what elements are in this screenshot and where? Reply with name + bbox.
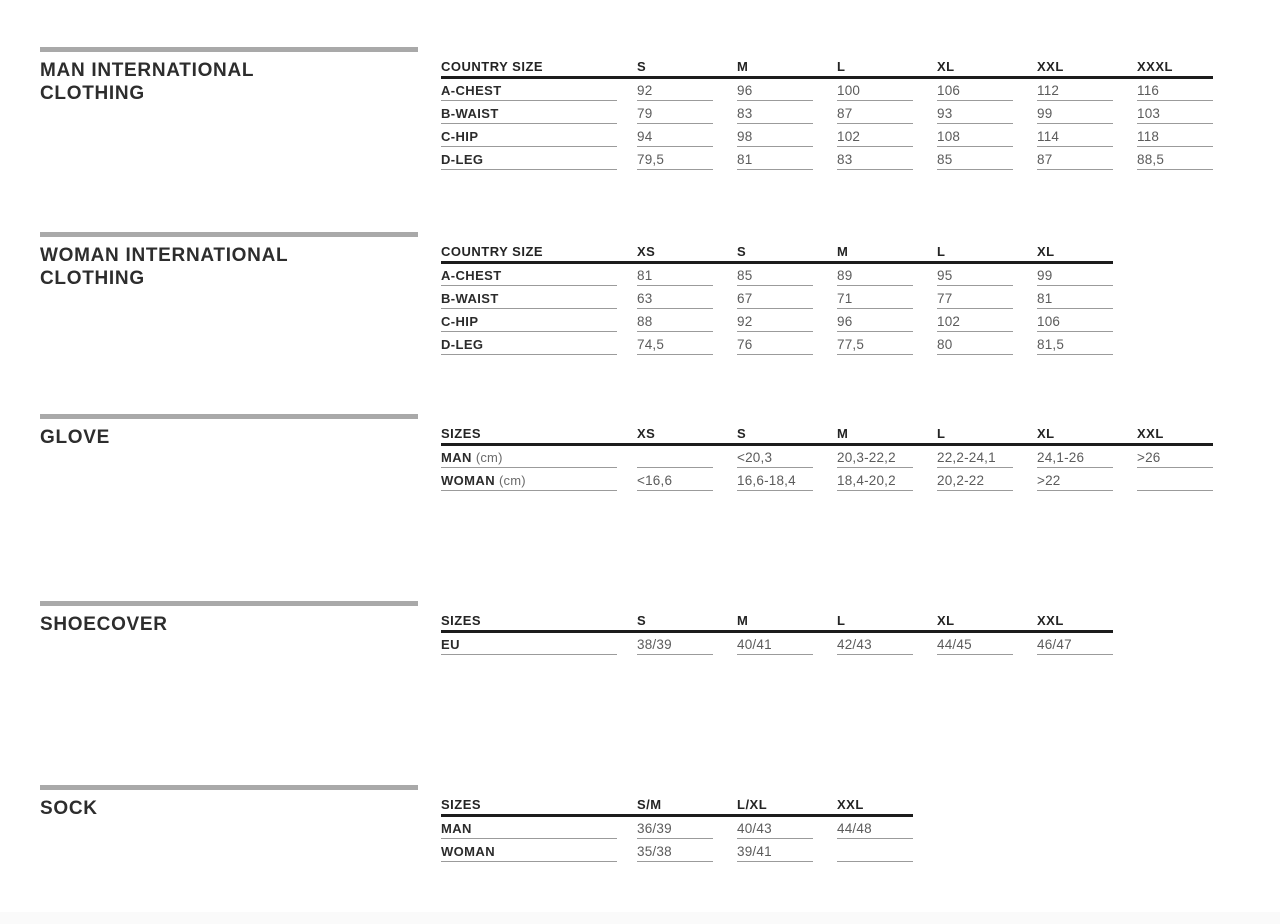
row-label-unit: (cm) — [475, 450, 503, 465]
cell-value: 88,5 — [1137, 148, 1213, 170]
cell-value: 74,5 — [637, 333, 713, 355]
section-title — [40, 797, 98, 820]
row-label-text: B-WAIST — [441, 291, 499, 306]
value-cell — [1137, 125, 1237, 147]
cell-value: 100 — [837, 79, 913, 101]
value-cell — [637, 333, 737, 355]
column-header-s: S — [737, 244, 837, 264]
value-cell — [1037, 264, 1137, 286]
section-title-line: SOCK — [40, 798, 98, 819]
column-header-m: M — [737, 613, 837, 633]
row-label-text: MAN — [441, 450, 472, 465]
value-cell — [937, 148, 1037, 170]
cell-value: 98 — [737, 125, 813, 147]
section-title-line: MAN INTERNATIONAL — [40, 60, 255, 81]
row-label — [441, 446, 617, 468]
cell-value: 81 — [637, 264, 713, 286]
cell-value: 35/38 — [637, 840, 713, 862]
value-cell — [837, 817, 937, 839]
cell-value: 79 — [637, 102, 713, 124]
row-label — [441, 633, 617, 655]
cell-value: 112 — [1037, 79, 1113, 101]
cell-value — [637, 446, 713, 468]
row-label-text: C-HIP — [441, 129, 479, 144]
value-cell — [1037, 633, 1137, 655]
value-cell — [637, 446, 737, 468]
row-label-text: C-HIP — [441, 314, 479, 329]
cell-value: 77,5 — [837, 333, 913, 355]
row-label — [441, 102, 617, 124]
cell-value: 46/47 — [1037, 633, 1113, 655]
cell-value: 63 — [637, 287, 713, 309]
cell-value: 114 — [1037, 125, 1113, 147]
column-header-xxl: XXL — [837, 797, 913, 817]
cell-value: 39/41 — [737, 840, 813, 862]
cell-value: >22 — [1037, 469, 1113, 491]
cell-value: 106 — [937, 79, 1013, 101]
size-table — [441, 59, 1237, 171]
value-cell — [837, 102, 937, 124]
cell-value: 22,2-24,1 — [937, 446, 1013, 468]
value-cell — [937, 102, 1037, 124]
row-label-text: B-WAIST — [441, 106, 499, 121]
value-cell — [1037, 79, 1137, 101]
column-header-xl: XL — [1037, 426, 1137, 446]
value-cell — [937, 79, 1037, 101]
column-header-l: L — [937, 244, 1037, 264]
cell-value: 87 — [1037, 148, 1113, 170]
value-cell — [1137, 79, 1237, 101]
table-row — [441, 840, 937, 863]
value-cell — [1037, 148, 1137, 170]
column-header-xl: XL — [1037, 244, 1113, 264]
value-cell — [737, 102, 837, 124]
cell-value: 40/43 — [737, 817, 813, 839]
value-cell — [837, 287, 937, 309]
row-label-text: A-CHEST — [441, 83, 502, 98]
cell-value: 103 — [1137, 102, 1213, 124]
cell-value: 71 — [837, 287, 913, 309]
value-cell — [737, 817, 837, 839]
value-cell — [1037, 125, 1137, 147]
value-cell — [937, 446, 1037, 468]
cell-value: 79,5 — [637, 148, 713, 170]
value-cell — [637, 469, 737, 491]
cell-value: 81,5 — [1037, 333, 1113, 355]
cell-value: 116 — [1137, 79, 1213, 101]
value-cell — [837, 79, 937, 101]
value-cell — [1037, 102, 1137, 124]
table-row — [441, 310, 1137, 333]
cell-value: 44/45 — [937, 633, 1013, 655]
row-label-text: A-CHEST — [441, 268, 502, 283]
row-label-unit: (cm) — [499, 473, 526, 488]
column-header-lxl: L/XL — [737, 797, 837, 817]
column-header-xxxl: XXXL — [1137, 59, 1213, 79]
value-cell — [1137, 469, 1237, 491]
value-cell — [837, 469, 937, 491]
value-cell — [937, 264, 1037, 286]
value-cell — [937, 310, 1037, 332]
value-cell — [1037, 333, 1137, 355]
cell-value: 96 — [737, 79, 813, 101]
table-row — [441, 817, 937, 840]
value-cell — [837, 310, 937, 332]
value-cell — [1037, 469, 1137, 491]
value-cell — [737, 840, 837, 862]
section-divider-bar — [40, 232, 418, 237]
cell-value: 20,3-22,2 — [837, 446, 913, 468]
table-row — [441, 287, 1137, 310]
cell-value — [837, 840, 913, 862]
section-title-line: GLOVE — [40, 427, 111, 448]
value-cell — [737, 125, 837, 147]
column-header-m: M — [737, 59, 837, 79]
table-row — [441, 125, 1237, 148]
value-cell — [937, 333, 1037, 355]
section-title-line: CLOTHING — [40, 268, 145, 289]
value-cell — [1137, 148, 1237, 170]
cell-value: 42/43 — [837, 633, 913, 655]
row-label — [441, 840, 617, 862]
column-header-m: M — [837, 426, 937, 446]
column-header-sm: S/M — [637, 797, 737, 817]
cell-value: 95 — [937, 264, 1013, 286]
table-header-label: SIZES — [441, 613, 637, 633]
cell-value — [1137, 469, 1213, 491]
cell-value: 102 — [937, 310, 1013, 332]
value-cell — [637, 287, 737, 309]
cell-value: <20,3 — [737, 446, 813, 468]
table-row — [441, 446, 1237, 469]
value-cell — [937, 287, 1037, 309]
column-header-s: S — [737, 426, 837, 446]
table-header-row — [441, 426, 1237, 446]
value-cell — [837, 633, 937, 655]
cell-value: 81 — [1037, 287, 1113, 309]
table-row — [441, 148, 1237, 171]
value-cell — [737, 446, 837, 468]
column-header-xl: XL — [937, 613, 1037, 633]
cell-value: 93 — [937, 102, 1013, 124]
cell-value: 85 — [937, 148, 1013, 170]
section-divider-bar — [40, 785, 418, 790]
cell-value: 102 — [837, 125, 913, 147]
column-header-l: L — [837, 613, 937, 633]
cell-value: 38/39 — [637, 633, 713, 655]
row-label — [441, 333, 617, 355]
section-title-line: WOMAN INTERNATIONAL — [40, 245, 289, 266]
cell-value: 96 — [837, 310, 913, 332]
row-label — [441, 125, 617, 147]
cell-value: 83 — [737, 102, 813, 124]
value-cell — [737, 333, 837, 355]
value-cell — [937, 469, 1037, 491]
cell-value: 81 — [737, 148, 813, 170]
cell-value: 89 — [837, 264, 913, 286]
column-header-m: M — [837, 244, 937, 264]
table-header-row — [441, 613, 1137, 633]
table-row — [441, 333, 1137, 356]
value-cell — [837, 125, 937, 147]
row-label — [441, 264, 617, 286]
cell-value: 92 — [737, 310, 813, 332]
section-title — [40, 244, 288, 290]
column-header-xxl: XXL — [1037, 59, 1137, 79]
value-cell — [937, 633, 1037, 655]
value-cell — [737, 310, 837, 332]
cell-value: 80 — [937, 333, 1013, 355]
value-cell — [837, 333, 937, 355]
value-cell — [737, 79, 837, 101]
value-cell — [637, 102, 737, 124]
column-header-xxl: XXL — [1137, 426, 1213, 446]
value-cell — [837, 148, 937, 170]
column-header-xs: XS — [637, 244, 737, 264]
cell-value: 108 — [937, 125, 1013, 147]
cell-value: 16,6-18,4 — [737, 469, 813, 491]
value-cell — [637, 840, 737, 862]
value-cell — [937, 125, 1037, 147]
row-label-text: D-LEG — [441, 337, 484, 352]
cell-value: >26 — [1137, 446, 1213, 468]
value-cell — [737, 287, 837, 309]
cell-value: 92 — [637, 79, 713, 101]
table-header-label: SIZES — [441, 797, 637, 817]
cell-value: 88 — [637, 310, 713, 332]
column-header-l: L — [937, 426, 1037, 446]
table-header-label: COUNTRY SIZE — [441, 59, 637, 79]
cell-value: 94 — [637, 125, 713, 147]
table-row — [441, 469, 1237, 492]
cell-value: 118 — [1137, 125, 1213, 147]
table-row — [441, 102, 1237, 125]
column-header-xs: XS — [637, 426, 737, 446]
section-divider-bar — [40, 47, 418, 52]
value-cell — [637, 633, 737, 655]
table-header-row — [441, 797, 937, 817]
cell-value: 77 — [937, 287, 1013, 309]
value-cell — [637, 125, 737, 147]
table-header-label: COUNTRY SIZE — [441, 244, 637, 264]
table-row — [441, 79, 1237, 102]
cell-value: 18,4-20,2 — [837, 469, 913, 491]
column-header-xxl: XXL — [1037, 613, 1113, 633]
section-divider-bar — [40, 414, 418, 419]
cell-value: 67 — [737, 287, 813, 309]
row-label — [441, 469, 617, 491]
column-header-s: S — [637, 59, 737, 79]
section-divider-bar — [40, 601, 418, 606]
size-table — [441, 613, 1137, 656]
cell-value: 36/39 — [637, 817, 713, 839]
section-title-line: CLOTHING — [40, 83, 145, 104]
row-label-text: WOMAN — [441, 844, 495, 859]
column-header-l: L — [837, 59, 937, 79]
cell-value: 99 — [1037, 102, 1113, 124]
value-cell — [837, 446, 937, 468]
cell-value: 106 — [1037, 310, 1113, 332]
size-table — [441, 426, 1237, 492]
row-label-text: MAN — [441, 821, 472, 836]
table-row — [441, 264, 1137, 287]
section-title-line: SHOECOVER — [40, 614, 168, 635]
value-cell — [637, 148, 737, 170]
value-cell — [1137, 446, 1237, 468]
value-cell — [1037, 287, 1137, 309]
row-label-text: D-LEG — [441, 152, 484, 167]
row-label — [441, 79, 617, 101]
value-cell — [737, 633, 837, 655]
column-header-s: S — [637, 613, 737, 633]
size-table — [441, 797, 937, 863]
value-cell — [637, 264, 737, 286]
value-cell — [837, 840, 937, 862]
cell-value: 76 — [737, 333, 813, 355]
cell-value: <16,6 — [637, 469, 713, 491]
section-title — [40, 59, 254, 105]
value-cell — [637, 79, 737, 101]
section-title — [40, 613, 168, 636]
size-table — [441, 244, 1137, 356]
row-label — [441, 817, 617, 839]
value-cell — [1037, 310, 1137, 332]
value-cell — [637, 817, 737, 839]
table-header-label: SIZES — [441, 426, 637, 446]
column-header-xl: XL — [937, 59, 1037, 79]
table-header-row — [441, 244, 1137, 264]
row-label-text: EU — [441, 637, 460, 652]
footer-strip — [0, 912, 1280, 924]
cell-value: 20,2-22 — [937, 469, 1013, 491]
row-label — [441, 287, 617, 309]
cell-value: 85 — [737, 264, 813, 286]
cell-value: 83 — [837, 148, 913, 170]
value-cell — [1137, 102, 1237, 124]
cell-value: 87 — [837, 102, 913, 124]
value-cell — [837, 264, 937, 286]
cell-value: 99 — [1037, 264, 1113, 286]
cell-value: 24,1-26 — [1037, 446, 1113, 468]
cell-value: 40/41 — [737, 633, 813, 655]
row-label — [441, 148, 617, 170]
value-cell — [637, 310, 737, 332]
value-cell — [1037, 446, 1137, 468]
value-cell — [737, 264, 837, 286]
row-label-text: WOMAN — [441, 473, 495, 488]
section-title — [40, 426, 110, 449]
cell-value: 44/48 — [837, 817, 913, 839]
table-row — [441, 633, 1137, 656]
table-header-row — [441, 59, 1237, 79]
value-cell — [737, 469, 837, 491]
row-label — [441, 310, 617, 332]
value-cell — [737, 148, 837, 170]
